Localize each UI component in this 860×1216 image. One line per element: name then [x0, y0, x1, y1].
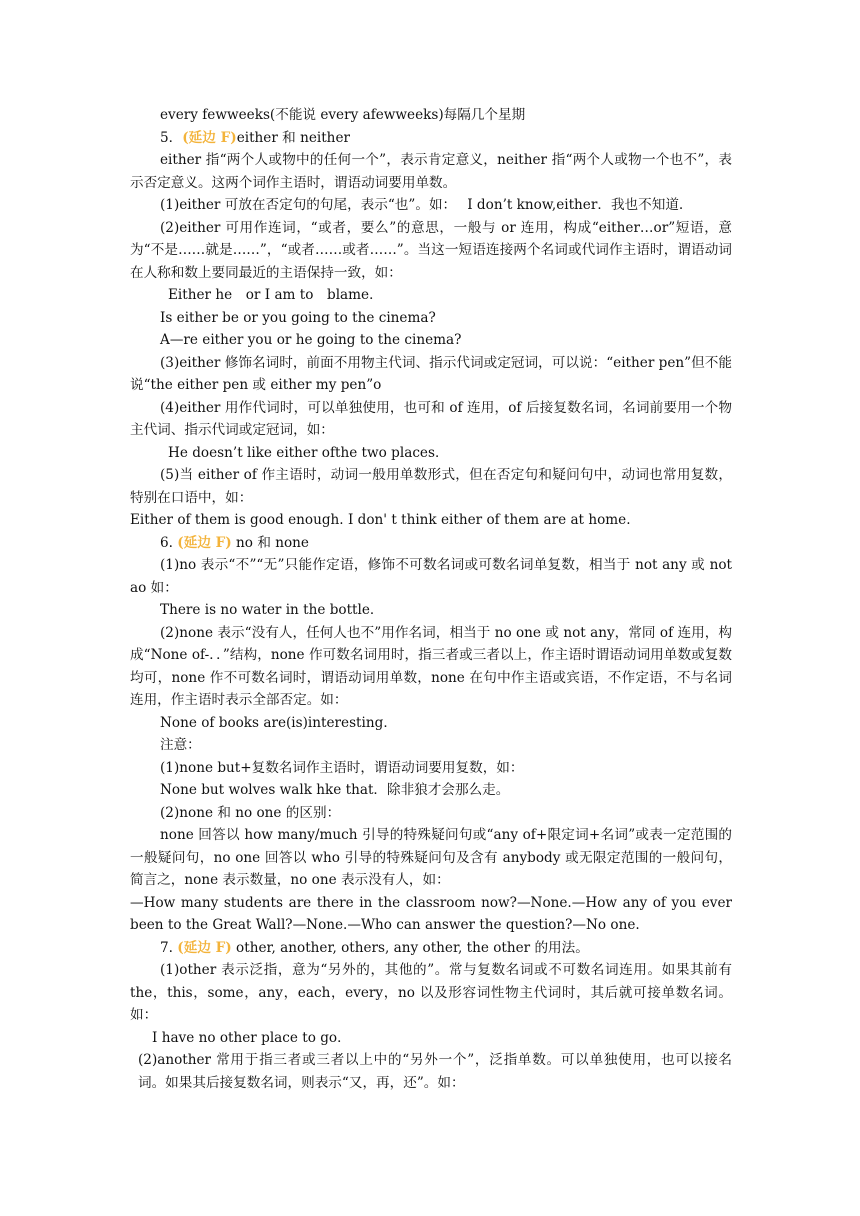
section-title: other, another, others, any other, the other 的用法。 — [231, 939, 589, 956]
example-sentence: There is no water in the bottle． — [160, 602, 384, 618]
paragraph: none 回答以 how many/much 引导的特殊疑问句或“any of+限定词+名词”或表一定范围的一般疑问句，no one 回答以 who 引导的特殊疑问句及含有 anybody 或无限定范围的一般问句，简言之，none 表示数量，no one 表示没有人，如： — [130, 827, 732, 888]
section-number: 7. — [160, 939, 178, 956]
example-sentence: I have no other place to go． — [152, 1029, 351, 1046]
example-sentence: Either he or I am to blame． — [168, 287, 383, 303]
section-heading-5 — [130, 127, 732, 150]
section-title: no 和 none — [231, 534, 309, 551]
section-number: 5． — [160, 129, 183, 146]
source-tag: (延边 F) — [182, 129, 237, 146]
section-heading-6 — [130, 532, 732, 555]
example-sentence: —How many students are there in the classroom now?—None.—How any of you ever been to the Great Wall?—None.—Who can answer the question?—No one. — [130, 894, 732, 933]
paragraph: (1)other 表示泛指，意为“另外的，其他的”。常与复数名词或不可数名词连用。如果其前有 the，this，some，any，each，every，no 以及形容词性物主代词时，其后就可接单数名词。如： — [130, 962, 732, 1023]
paragraph: (1)no 表示“不”“无”只能作定语，修饰不可数名词或可数名词单复数，相当于 not any 或 not ao 如： — [130, 557, 732, 596]
paragraph: either 指“两个人或物中的任何一个”，表示肯定意义，neither 指“两个人或物一个也不”，表示否定意义。这两个词作主语时，谓语动词要用单数。 — [130, 152, 732, 191]
example-sentence: Is either be or you going to the cinema? — [160, 309, 436, 326]
example-sentence: He doesn’t like either ofthe two places． — [168, 444, 449, 461]
example-sentence: Either of them is good enough. I don' t think either of them are at home. — [130, 512, 631, 528]
paragraph: (1)either 可放在否定句的句尾，表示“也”。如： I don’t know,either．我也不知道. — [160, 197, 684, 213]
note-label: 注意： — [160, 737, 201, 753]
paragraph: (4)either 用作代词时，可以单独使用，也可和 of 连用，of 后接复数名词，名词前要用一个物主代词、指示代词或定冠词，如： — [130, 399, 732, 438]
source-tag: (延边 F) — [177, 939, 232, 956]
source-tag: (延边 F) — [177, 534, 232, 551]
paragraph: (3)either 修饰名词时，前面不用物主代词、指示代词或定冠词，可以说：“either pen”但不能说“the either pen 或 either my pen”o — [130, 354, 732, 393]
paragraph: (2)another 常用于指三者或三者以上中的“另外一个”，泛指单数。可以单独使用，也可以接名词。如果其后接复数名词，则表示“又，再，还”。如： — [138, 1052, 732, 1091]
section-title: either 和 neither — [236, 129, 350, 146]
example-sentence: None of books are(is)interesting． — [160, 714, 397, 731]
paragraph: (2)either 可用作连词，“或者，要么”的意思，一般与 or 连用，构成“either…or”短语，意为“不是……就是……”，“或者……或者……”。当这一短语连接两个名词或代词作主语时，谓语动词在人称和数上要同最近的主语保持一致，如： — [130, 219, 732, 281]
paragraph: (2)none 表示“没有人，任何人也不”用作名词，相当于 no one 或 not any，常同 of 连用，构成“None of-．．”结构，none 作可数名词用时，指三者或三者以上，作主语时谓语动词用单数或复数均可，none 作不可数名词时，谓语动词用单数，none 在句中作主语或宾语，不作定语，不与名词连用，作主语时表示全部否定。如： — [130, 624, 732, 708]
paragraph: (2)none 和 no one 的区别： — [160, 804, 341, 821]
paragraph: (1)none but+复数名词作主语时，谓语动词要用复数，如： — [160, 759, 524, 776]
paragraph: (5)当 either of 作主语时，动词一般用单数形式，但在否定句和疑问句中，动词也常用复数，特别在口语中，如： — [130, 467, 732, 506]
section-heading-7 — [130, 937, 732, 960]
text-line: every fewweeks(不能说 every afewweeks)每隔几个星期 — [160, 107, 526, 123]
section-number: 6. — [160, 534, 178, 551]
example-sentence: None but wolves walk hke that．除非狼才会那么走。 — [160, 782, 510, 798]
document-body — [130, 104, 732, 1094]
example-sentence: A—re either you or he going to the cinema? — [160, 332, 462, 348]
